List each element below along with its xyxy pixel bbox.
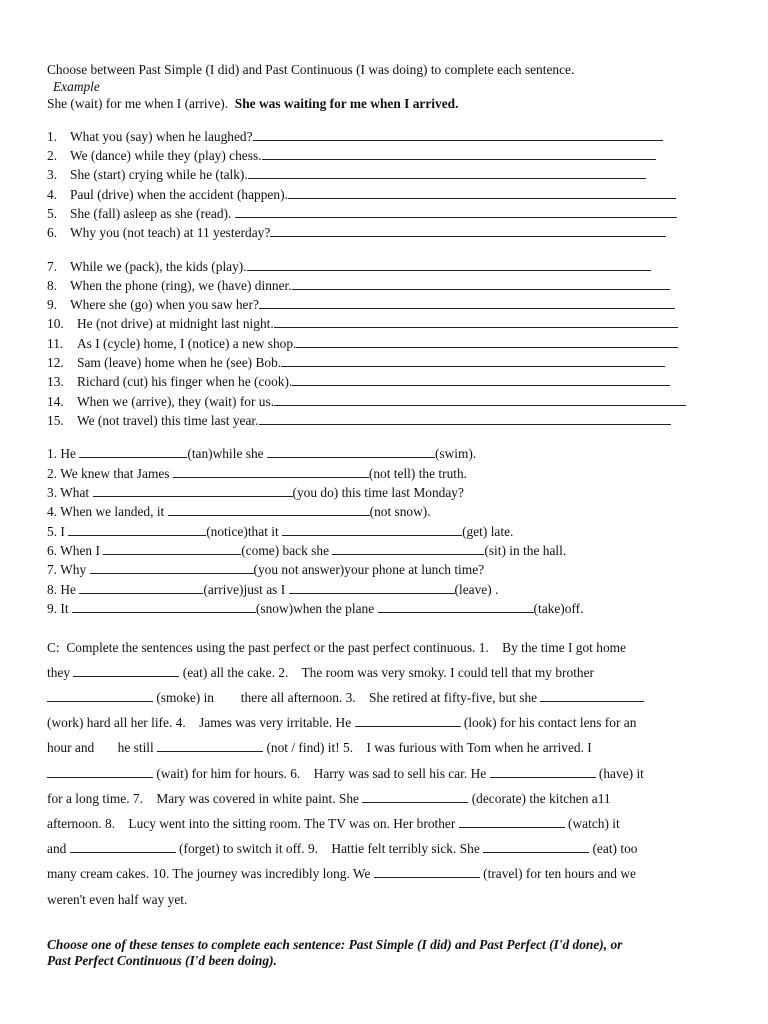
answer-blank[interactable]: [332, 543, 484, 555]
example-label: Example: [53, 79, 100, 94]
answer-blank[interactable]: [168, 504, 370, 516]
answer-blank[interactable]: [362, 791, 468, 803]
paragraph-text: afternoon. 8. Lucy went into the sitting room. The TV was on. Her brother: [47, 816, 459, 831]
answer-blank[interactable]: [378, 601, 534, 613]
section-c-line-2: [47, 665, 594, 681]
item-text: Why you (not teach) at 11 yesterday?: [70, 225, 271, 240]
exercise-b-1: [47, 446, 476, 462]
paragraph-text: (travel) for ten hours and we: [479, 866, 636, 881]
item-text: (you do) this time last Monday?: [292, 485, 464, 500]
answer-blank[interactable]: [490, 766, 596, 778]
paragraph-text: (watch) it: [564, 816, 620, 831]
answer-blank[interactable]: [292, 278, 670, 290]
exercise-a-3: [47, 167, 646, 183]
paragraph-text: (eat) all the cake. 2. The room was very smoky. I could tell that my brother: [179, 665, 595, 680]
item-text: Where she (go) when you saw her?: [70, 297, 259, 312]
item-text: (sit) in the hall.: [484, 543, 567, 558]
item-number: 7.: [47, 259, 58, 274]
answer-blank[interactable]: [296, 336, 678, 348]
item-number: 4.: [47, 187, 58, 202]
paragraph-text: (smoke) in there all afternoon. 3. She retired at fifty-five, but she: [153, 690, 541, 705]
paragraph-text: (wait) for him for hours. 6. Harry was sad to sell his car. He: [153, 766, 490, 781]
item-text: We (not travel) this time last year.: [77, 413, 259, 428]
section-c-line-4: [47, 715, 636, 731]
answer-blank[interactable]: [253, 129, 663, 141]
answer-blank[interactable]: [289, 582, 455, 594]
paragraph-text: weren't even half way yet.: [47, 892, 188, 907]
item-text: (snow)when the plane: [255, 601, 378, 616]
exercise-a-9: [47, 297, 675, 313]
answer-blank[interactable]: [259, 413, 671, 425]
footer-instruction-line-2: Past Perfect Continuous (I'd been doing).: [47, 953, 277, 968]
exercise-a-15: [47, 413, 671, 429]
item-text: Richard (cut) his finger when he (cook).: [77, 374, 293, 389]
exercise-a-10: [47, 316, 678, 332]
answer-blank[interactable]: [267, 446, 435, 458]
paragraph-text: they: [47, 665, 74, 680]
answer-blank[interactable]: [157, 740, 263, 752]
item-text: (not snow).: [369, 504, 431, 519]
item-text: 1. He: [47, 446, 80, 461]
answer-blank[interactable]: [173, 466, 369, 478]
exercise-b-2: [47, 466, 467, 482]
item-number: 1.: [47, 129, 58, 144]
answer-blank[interactable]: [374, 866, 480, 878]
answer-blank[interactable]: [79, 446, 187, 458]
paragraph-text: (forget) to switch it off. 9. Hattie felt terribly sick. She: [175, 841, 484, 856]
item-text: When we (arrive), they (wait) for us.: [77, 394, 275, 409]
item-text: 7. Why: [47, 562, 90, 577]
answer-blank[interactable]: [68, 524, 206, 536]
item-text: (leave) .: [454, 582, 499, 597]
item-text: 2. We knew that James: [47, 466, 173, 481]
item-text: (notice)that it: [206, 524, 283, 539]
answer-blank[interactable]: [79, 582, 203, 594]
item-number: 8.: [47, 278, 58, 293]
exercise-b-4: [47, 504, 431, 520]
section-c-line-11: [47, 892, 187, 908]
item-text: (come) back she: [241, 543, 333, 558]
answer-blank[interactable]: [70, 841, 176, 853]
paragraph-text: (not / find) it! 5. I was furious with Tom when he arrived. I: [263, 740, 592, 755]
item-text: (swim).: [434, 446, 477, 461]
item-number: 2.: [47, 148, 58, 163]
item-number: 13.: [47, 374, 64, 389]
answer-blank[interactable]: [270, 225, 666, 237]
item-text: While we (pack), the kids (play).: [70, 259, 247, 274]
exercise-b-6: [47, 543, 566, 559]
section-c-line-9: [47, 841, 637, 857]
exercise-b-5: [47, 524, 513, 540]
answer-blank[interactable]: [292, 374, 670, 386]
item-text: (tan)while she: [187, 446, 267, 461]
section-c-line-6: [47, 766, 644, 782]
item-text: He (not drive) at midnight last night.: [77, 316, 274, 331]
item-text: (arrive)just as I: [203, 582, 289, 597]
exercise-a-1: [47, 129, 663, 145]
answer-blank[interactable]: [93, 485, 293, 497]
answer-blank[interactable]: [274, 316, 678, 328]
exercise-a-12: [47, 355, 665, 371]
paragraph-text: and: [47, 841, 70, 856]
paragraph-text: many cream cakes. 10. The journey was incredibly long. We: [47, 866, 374, 881]
answer-blank[interactable]: [247, 259, 651, 271]
section-c-line-1: [47, 640, 626, 656]
item-text: (get) late.: [462, 524, 514, 539]
answer-blank[interactable]: [47, 766, 153, 778]
example-line: [47, 96, 458, 112]
item-number: 14.: [47, 394, 64, 409]
answer-blank[interactable]: [540, 690, 644, 702]
answer-blank[interactable]: [47, 690, 153, 702]
answer-blank[interactable]: [262, 148, 656, 160]
exercise-b-9: [47, 601, 583, 617]
paragraph-text: C: Complete the sentences using the past perfect or the past perfect continuous. 1. By the time I got home: [47, 640, 627, 655]
item-number: 9.: [47, 297, 58, 312]
exercise-a-13: [47, 374, 670, 390]
item-text: When the phone (ring), we (have) dinner.: [70, 278, 292, 293]
paragraph-text: (have) it: [595, 766, 644, 781]
exercise-b-3: [47, 485, 464, 501]
section-c-line-7: [47, 791, 611, 807]
item-text: Sam (leave) home when he (see) Bob.: [77, 355, 282, 370]
footer-instruction-line-1: Choose one of these tenses to complete each sentence: Past Simple (I did) and Past Perfect (I'd done), or: [47, 937, 623, 952]
answer-blank[interactable]: [288, 187, 676, 199]
answer-blank[interactable]: [274, 394, 686, 406]
exercise-a-11: [47, 336, 678, 352]
item-text: (take)off.: [533, 601, 584, 616]
paragraph-text: (work) hard all her life. 4. James was very irritable. He: [47, 715, 355, 730]
item-text: (you not answer)your phone at lunch time?: [253, 562, 485, 577]
answer-blank[interactable]: [483, 841, 589, 853]
item-text: As I (cycle) home, I (notice) a new shop.: [77, 336, 297, 351]
answer-blank[interactable]: [248, 167, 646, 179]
exercise-a-7: [47, 259, 651, 275]
section-c-line-8: [47, 816, 620, 832]
answer-blank[interactable]: [235, 206, 677, 218]
exercise-b-7: [47, 562, 484, 578]
item-number: 5.: [47, 206, 58, 221]
item-text: 9. It: [47, 601, 72, 616]
answer-blank[interactable]: [281, 355, 665, 367]
exercise-a-2: [47, 148, 656, 164]
item-number: 10.: [47, 316, 64, 331]
paragraph-text: for a long time. 7. Mary was covered in white paint. She: [47, 791, 363, 806]
answer-blank[interactable]: [103, 543, 241, 555]
item-number: 3.: [47, 167, 58, 182]
exercise-a-8: [47, 278, 670, 294]
answer-blank[interactable]: [73, 665, 179, 677]
item-text: She (start) crying while he (talk).: [70, 167, 248, 182]
exercise-b-8: [47, 582, 498, 598]
answer-blank[interactable]: [355, 715, 461, 727]
item-text: 5. I: [47, 524, 69, 539]
answer-blank[interactable]: [259, 297, 675, 309]
item-text: 3. What: [47, 485, 93, 500]
exercise-a-5: [47, 206, 677, 222]
item-text: (not tell) the truth.: [368, 466, 468, 481]
item-number: 6.: [47, 225, 58, 240]
instruction-text: Choose between Past Simple (I did) and Past Continuous (I was doing) to complete each sentence.: [47, 62, 575, 77]
exercise-a-4: [47, 187, 676, 203]
paragraph-text: hour and he still: [47, 740, 158, 755]
item-number: 12.: [47, 355, 64, 370]
item-text: 6. When I: [47, 543, 104, 558]
answer-blank[interactable]: [459, 816, 565, 828]
answer-blank[interactable]: [72, 601, 256, 613]
paragraph-text: (eat) too: [589, 841, 638, 856]
example-answer: She was waiting for me when I arrived.: [234, 96, 459, 111]
item-text: Paul (drive) when the accident (happen).: [70, 187, 288, 202]
paragraph-text: (decorate) the kitchen a11: [468, 791, 611, 806]
item-number: 15.: [47, 413, 64, 428]
section-c-line-3: [47, 690, 644, 706]
answer-blank[interactable]: [90, 562, 254, 574]
exercise-a-6: [47, 225, 666, 241]
section-c-line-10: [47, 866, 636, 882]
answer-blank[interactable]: [282, 524, 462, 536]
exercise-a-14: [47, 394, 686, 410]
example-prompt: She (wait) for me when I (arrive).: [47, 96, 229, 111]
item-number: 11.: [47, 336, 64, 351]
paragraph-text: (look) for his contact lens for an: [460, 715, 637, 730]
item-text: She (fall) asleep as she (read).: [70, 206, 235, 221]
item-text: What you (say) when he laughed?: [70, 129, 253, 144]
item-text: 8. He: [47, 582, 80, 597]
item-text: 4. When we landed, it: [47, 504, 168, 519]
item-text: We (dance) while they (play) chess.: [70, 148, 262, 163]
section-c-line-5: [47, 740, 592, 756]
